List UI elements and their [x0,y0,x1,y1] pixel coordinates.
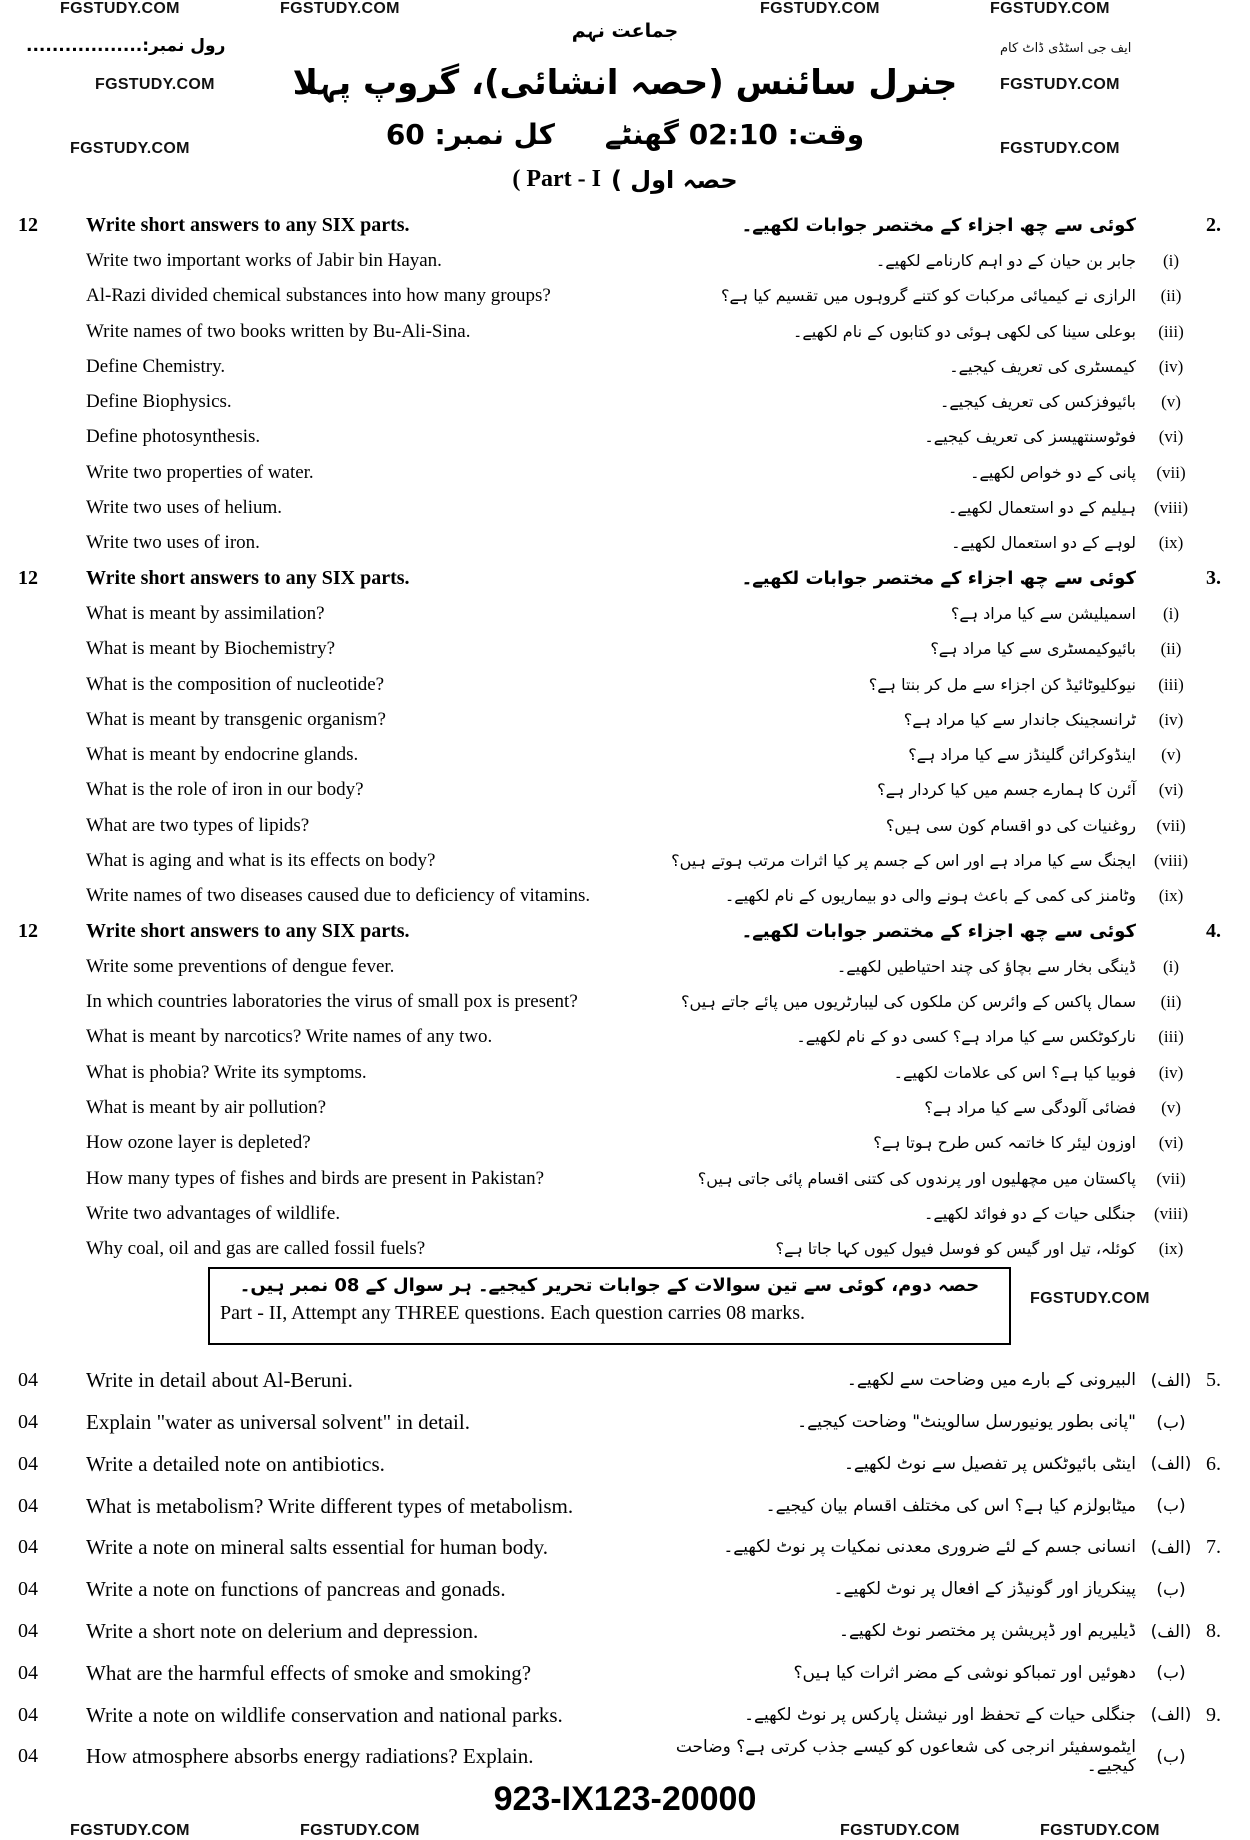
question-text-en: Define photosynthesis. [86,426,261,448]
question-text-en: What is meant by air pollution? [86,1097,327,1119]
part-numeral: (vi) [1158,1133,1184,1153]
part-label: (ب) [1156,1496,1186,1517]
question-marks: 04 [18,1661,38,1684]
question-text-ur: بوعلی سینا کی لکھی ہوئی دو کتابوں کے نام لکھیے۔ [793,321,1136,341]
part-numeral: (iv) [1158,709,1184,729]
question-text-en: What are two types of lipids? [86,814,310,836]
question-marks: 04 [18,1494,38,1517]
question-text-ur: دھوئیں اور تمباکو نوشی کے مضر اثرات کیا ہیں؟ [793,1662,1136,1683]
watermark-text: FGSTUDY.COM [95,76,215,93]
question-marks: 04 [18,1452,38,1475]
question-item [0,526,1250,561]
question-text-ur: کوئلہ، تیل اور گیس کو فوسل فیول کیوں کہا جاتا ہے؟ [775,1239,1136,1259]
part-numeral: (ii) [1160,992,1182,1012]
long-question [0,1444,1250,1486]
question-item [0,596,1250,631]
question-item [0,1196,1250,1231]
part-numeral: (i) [1162,956,1180,976]
question-text-ur: جنگلی حیات کے دو فوائد لکھیے۔ [924,1203,1136,1223]
long-question [0,1736,1250,1778]
question-text-ur: میٹابولزم کیا ہے؟ اس کی مختلف اقسام بیان کیجیے۔ [765,1495,1136,1516]
part-numeral: (viii) [1154,1203,1188,1223]
question-instruction-ur: کوئی سے چھ اجزاء کے مختصر جوابات لکھیے۔ [741,920,1136,942]
part-numeral: (vii) [1156,1168,1186,1188]
part2-questions [0,1360,1250,1778]
part-label: (الف) [1150,1537,1192,1558]
question-text-ur: فوٹوسنتھیسز کی تعریف کیجیے۔ [924,427,1136,447]
part-numeral: (ix) [1158,533,1184,553]
watermark-text: FGSTUDY.COM [1030,1290,1150,1307]
part2-instruction-ur: حصہ دوم، کوئی سے تین سوالات کے جوابات تحریر کیجیے۔ ہر سوال کے 08 نمبر ہیں۔ [239,1274,980,1296]
question-text-en: Explain "water as universal solvent" in detail. [86,1410,470,1435]
question-text-en: What is meant by narcotics? Write names of any two. [86,1026,493,1048]
question-text-en: Write two important works of Jabir bin Hayan. [86,249,442,271]
question-marks: 04 [18,1620,38,1643]
long-question [0,1611,1250,1653]
part-numeral: (vi) [1158,427,1184,447]
question-item [0,737,1250,772]
question-number: 4. [1206,920,1221,943]
watermark-text: ایف جی اسٹڈی ڈاٹ کام [1000,41,1132,56]
question-text-ur: سمال پاکس کے وائرس کن ملکوں کی لیبارٹریوں میں پائے جاتے ہیں؟ [681,992,1136,1012]
class-label: جماعت نہم [571,20,679,42]
part-numeral: (ix) [1158,886,1184,906]
question-item [0,949,1250,984]
roll-number: رول نمبر:.................. [26,36,226,56]
question-text-en: Why coal, oil and gas are called fossil fuels? [86,1238,426,1260]
question-text-en: Write in detail about Al-Beruni. [86,1368,353,1393]
question-item [0,349,1250,384]
question-text-ur: ایٹموسفیئر انرجی کی شعاعوں کو کیسے جذب کرتی ہے؟ وضاحت کیجیے۔ [675,1736,1136,1776]
part-label: (ب) [1156,1579,1186,1600]
question-text-en: What is phobia? Write its symptoms. [86,1061,367,1083]
question-text-en: Write a note on mineral salts essential for human body. [86,1535,548,1560]
exam-body [0,208,1250,1778]
question-text-en: Write two advantages of wildlife. [86,1202,341,1224]
question-text-ur: ایجنگ سے کیا مراد ہے اور اس کے جسم پر کیا اثرات مرتب ہوتے ہیں؟ [671,850,1136,870]
question-number: 3. [1206,567,1221,590]
long-question [0,1652,1250,1694]
question-number: 6. [1206,1452,1221,1475]
part-numeral: (iii) [1158,674,1184,694]
question-text-ur: پاکستان میں مچھلیوں اور پرندوں کی کتنی اقسام پائی جاتی ہیں؟ [697,1168,1136,1188]
long-question [0,1694,1250,1736]
part-numeral: (i) [1162,603,1180,623]
question-item [0,843,1250,878]
part-label: (الف) [1150,1621,1192,1642]
question-item [0,314,1250,349]
part-numeral: (viii) [1154,498,1188,518]
question-text-ur: جابر بن حیان کے دو اہم کارنامے لکھیے۔ [875,250,1136,270]
question-number: 5. [1206,1369,1221,1392]
question-text-en: Write two uses of iron. [86,532,260,554]
part-label: (ب) [1156,1663,1186,1684]
question-text-en: How ozone layer is depleted? [86,1132,311,1154]
part-numeral: (iii) [1158,321,1184,341]
question-text-ur: فضائی آلودگی سے کیا مراد ہے؟ [924,1098,1136,1118]
part-numeral: (iii) [1158,1027,1184,1047]
part1-label-en: ( Part - I [512,166,601,192]
part-numeral: (vii) [1156,462,1186,482]
watermark-text: FGSTUDY.COM [280,0,400,17]
part-numeral: (v) [1161,392,1181,412]
question-text-ur: پانی کے دو خواص لکھیے۔ [970,462,1136,482]
question-text-ur: روغنیات کی دو اقسام کون سی ہیں؟ [885,815,1136,835]
question-text-ur: ڈینگی بخار سے بچاؤ کی چند احتیاطیں لکھیے۔ [836,956,1136,976]
question-text-ur: اینڈوکرائن گلینڈز سے کیا مراد ہے؟ [908,745,1136,765]
question-text-ur: بائیوفزکس کی تعریف کیجیے۔ [940,392,1136,412]
question-text-en: Define Biophysics. [86,391,232,413]
question-marks: 04 [18,1703,38,1726]
question-item [0,384,1250,419]
question-item [0,1126,1250,1161]
question-text-en: What is aging and what is its effects on body? [86,849,436,871]
question-item [0,985,1250,1020]
watermark-text: FGSTUDY.COM [70,1822,190,1839]
question-item [0,279,1250,314]
watermark-text: FGSTUDY.COM [990,0,1110,17]
paper-title: جنرل سائنس (حصہ انشائی)، گروپ پہلا [292,63,958,103]
question-item [0,879,1250,914]
long-question [0,1569,1250,1611]
part-numeral: (ix) [1158,1239,1184,1259]
question-text-en: Write names of two books written by Bu-Ali-Sina. [86,320,471,342]
question-instruction-en: Write short answers to any SIX parts. [86,920,410,943]
question-marks: 12 [18,920,38,943]
question-number: 2. [1206,214,1221,237]
question-item [0,808,1250,843]
question-marks: 12 [18,567,38,590]
long-question [0,1485,1250,1527]
question-item [0,702,1250,737]
question-text-en: Write names of two diseases caused due to deficiency of vitamins. [86,885,591,907]
question-header [0,561,1250,596]
part-numeral: (viii) [1154,850,1188,870]
question-item [0,773,1250,808]
question-item [0,1232,1250,1267]
question-instruction-en: Write short answers to any SIX parts. [86,214,410,237]
part-label: (الف) [1150,1454,1192,1475]
question-text-ur: الرازی نے کیمیائی مرکبات کو کتنے گروہوں میں تقسیم کیا ہے؟ [720,286,1136,306]
question-text-en: What is meant by endocrine glands. [86,744,359,766]
question-text-en: What are the harmful effects of smoke and smoking? [86,1660,532,1685]
part1-questions [0,208,1250,1267]
question-item [0,632,1250,667]
question-text-ur: پینکریاز اور گونیڈز کے افعال پر نوٹ لکھیے۔ [833,1579,1136,1600]
watermark-text: FGSTUDY.COM [1040,1822,1160,1839]
question-text-en: In which countries laboratories the virus of small pox is present? [86,991,578,1013]
question-text-ur: بائیوکیمسٹری سے کیا مراد ہے؟ [930,639,1136,659]
question-text-ur: ڈیلیریم اور ڈپریشن پر مختصر نوٹ لکھیے۔ [839,1621,1136,1642]
question-text-en: How many types of fishes and birds are present in Pakistan? [86,1167,545,1189]
part2-instructions [208,1267,1011,1345]
question-text-ur: نارکوٹکس سے کیا مراد ہے؟ کسی دو کے نام لکھیے۔ [796,1027,1136,1047]
question-text-ur: ہیلیم کے دو استعمال لکھیے۔ [948,498,1136,518]
question-text-en: Write a detailed note on antibiotics. [86,1451,385,1476]
question-item [0,455,1250,490]
paper-code: 923-IX123-20000 [493,1780,757,1818]
question-text-en: What is the composition of nucleotide? [86,673,385,695]
time-allowed: وقت: 02:10 گھنٹے [604,118,865,151]
part-label: (ب) [1156,1746,1186,1767]
question-instruction-en: Write short answers to any SIX parts. [86,567,410,590]
question-text-ur: وٹامنز کی کمی کے باعث ہونے والی دو بیماریوں کے نام لکھیے۔ [724,886,1136,906]
question-text-ur: لوہے کے دو استعمال لکھیے۔ [951,533,1136,553]
question-text-en: What is the role of iron in our body? [86,779,364,801]
question-text-ur: اسمیلیشن سے کیا مراد ہے؟ [950,603,1136,623]
question-text-en: Write two properties of water. [86,461,314,483]
question-text-en: Write some preventions of dengue fever. [86,955,395,977]
question-text-en: Write a note on wildlife conservation and national parks. [86,1702,563,1727]
question-item [0,1090,1250,1125]
question-text-ur: فوبیا کیا ہے؟ اس کی علامات لکھیے۔ [893,1062,1136,1082]
part-numeral: (vii) [1156,815,1186,835]
watermark-text: FGSTUDY.COM [60,0,180,17]
part-numeral: (i) [1162,250,1180,270]
question-number: 7. [1206,1536,1221,1559]
question-text-ur: نیوکلیوٹائیڈ کن اجزاء سے مل کر بنتا ہے؟ [868,674,1136,694]
part-label: (الف) [1150,1705,1192,1726]
question-item [0,420,1250,455]
watermark-text: FGSTUDY.COM [840,1822,960,1839]
part1-label-ur: حصہ اول ) [610,166,738,194]
question-number: 9. [1206,1703,1221,1726]
question-marks: 04 [18,1369,38,1392]
question-item [0,1020,1250,1055]
question-text-en: How atmosphere absorbs energy radiations? Explain. [86,1744,534,1769]
question-text-en: Al-Razi divided chemical substances into how many groups? [86,285,551,307]
part-label: (ب) [1156,1412,1186,1433]
question-header [0,208,1250,243]
question-text-ur: کیمسٹری کی تعریف کیجیے۔ [949,356,1136,376]
part-numeral: (v) [1161,745,1181,765]
long-question [0,1527,1250,1569]
long-question [0,1360,1250,1402]
part2-instruction-en: Part - II, Attempt any THREE questions. Each question carries 08 marks. [220,1301,806,1324]
part-numeral: (vi) [1158,780,1184,800]
part-numeral: (ii) [1160,286,1182,306]
question-item [0,490,1250,525]
question-marks: 04 [18,1578,38,1601]
question-text-en: Write a note on functions of pancreas and gonads. [86,1577,506,1602]
question-text-ur: جنگلی حیات کے تحفظ اور نیشنل پارکس پر نوٹ لکھیے۔ [744,1704,1136,1725]
question-text-ur: ٹرانسجینک جاندار سے کیا مراد ہے؟ [903,709,1136,729]
question-number: 8. [1206,1620,1221,1643]
question-text-ur: "پانی بطور یونیورسل سالوینٹ" وضاحت کیجیے۔ [797,1412,1136,1433]
part-numeral: (iv) [1158,1062,1184,1082]
question-marks: 04 [18,1745,38,1768]
part-numeral: (v) [1161,1098,1181,1118]
question-text-ur: اوزون لیئر کا خاتمہ کس طرح ہوتا ہے؟ [873,1133,1136,1153]
question-header [0,914,1250,949]
question-text-ur: انسانی جسم کے لئے ضروری معدنی نمکیات پر نوٹ لکھیے۔ [723,1537,1136,1558]
question-text-en: Write two uses of helium. [86,497,283,519]
part-label: (الف) [1150,1370,1192,1391]
question-text-en: Define Chemistry. [86,355,226,377]
question-item [0,1161,1250,1196]
question-text-en: What is meant by assimilation? [86,602,325,624]
question-text-ur: اینٹی بائیوٹکس پر تفصیل سے نوٹ لکھیے۔ [843,1453,1136,1474]
question-marks: 04 [18,1411,38,1434]
question-item [0,243,1250,278]
watermark-text: FGSTUDY.COM [1000,140,1120,157]
total-marks: کل نمبر: 60 [385,118,555,151]
watermark-text: FGSTUDY.COM [1000,76,1120,93]
question-instruction-ur: کوئی سے چھ اجزاء کے مختصر جوابات لکھیے۔ [741,567,1136,589]
question-text-en: Write a short note on delerium and depression. [86,1619,479,1644]
question-text-en: What is metabolism? Write different types of metabolism. [86,1493,574,1518]
question-marks: 04 [18,1536,38,1559]
watermark-text: FGSTUDY.COM [70,140,190,157]
long-question [0,1402,1250,1444]
question-text-ur: آئرن کا ہمارے جسم میں کیا کردار ہے؟ [877,780,1136,800]
question-instruction-ur: کوئی سے چھ اجزاء کے مختصر جوابات لکھیے۔ [741,214,1136,236]
watermark-text: FGSTUDY.COM [760,0,880,17]
question-marks: 12 [18,214,38,237]
question-item [0,1055,1250,1090]
question-text-en: What is meant by transgenic organism? [86,708,386,730]
part-numeral: (iv) [1158,356,1184,376]
watermark-text: FGSTUDY.COM [300,1822,420,1839]
part-numeral: (ii) [1160,639,1182,659]
question-text-en: What is meant by Biochemistry? [86,638,336,660]
question-text-ur: البیرونی کے بارے میں وضاحت سے لکھیے۔ [846,1370,1136,1391]
question-item [0,667,1250,702]
